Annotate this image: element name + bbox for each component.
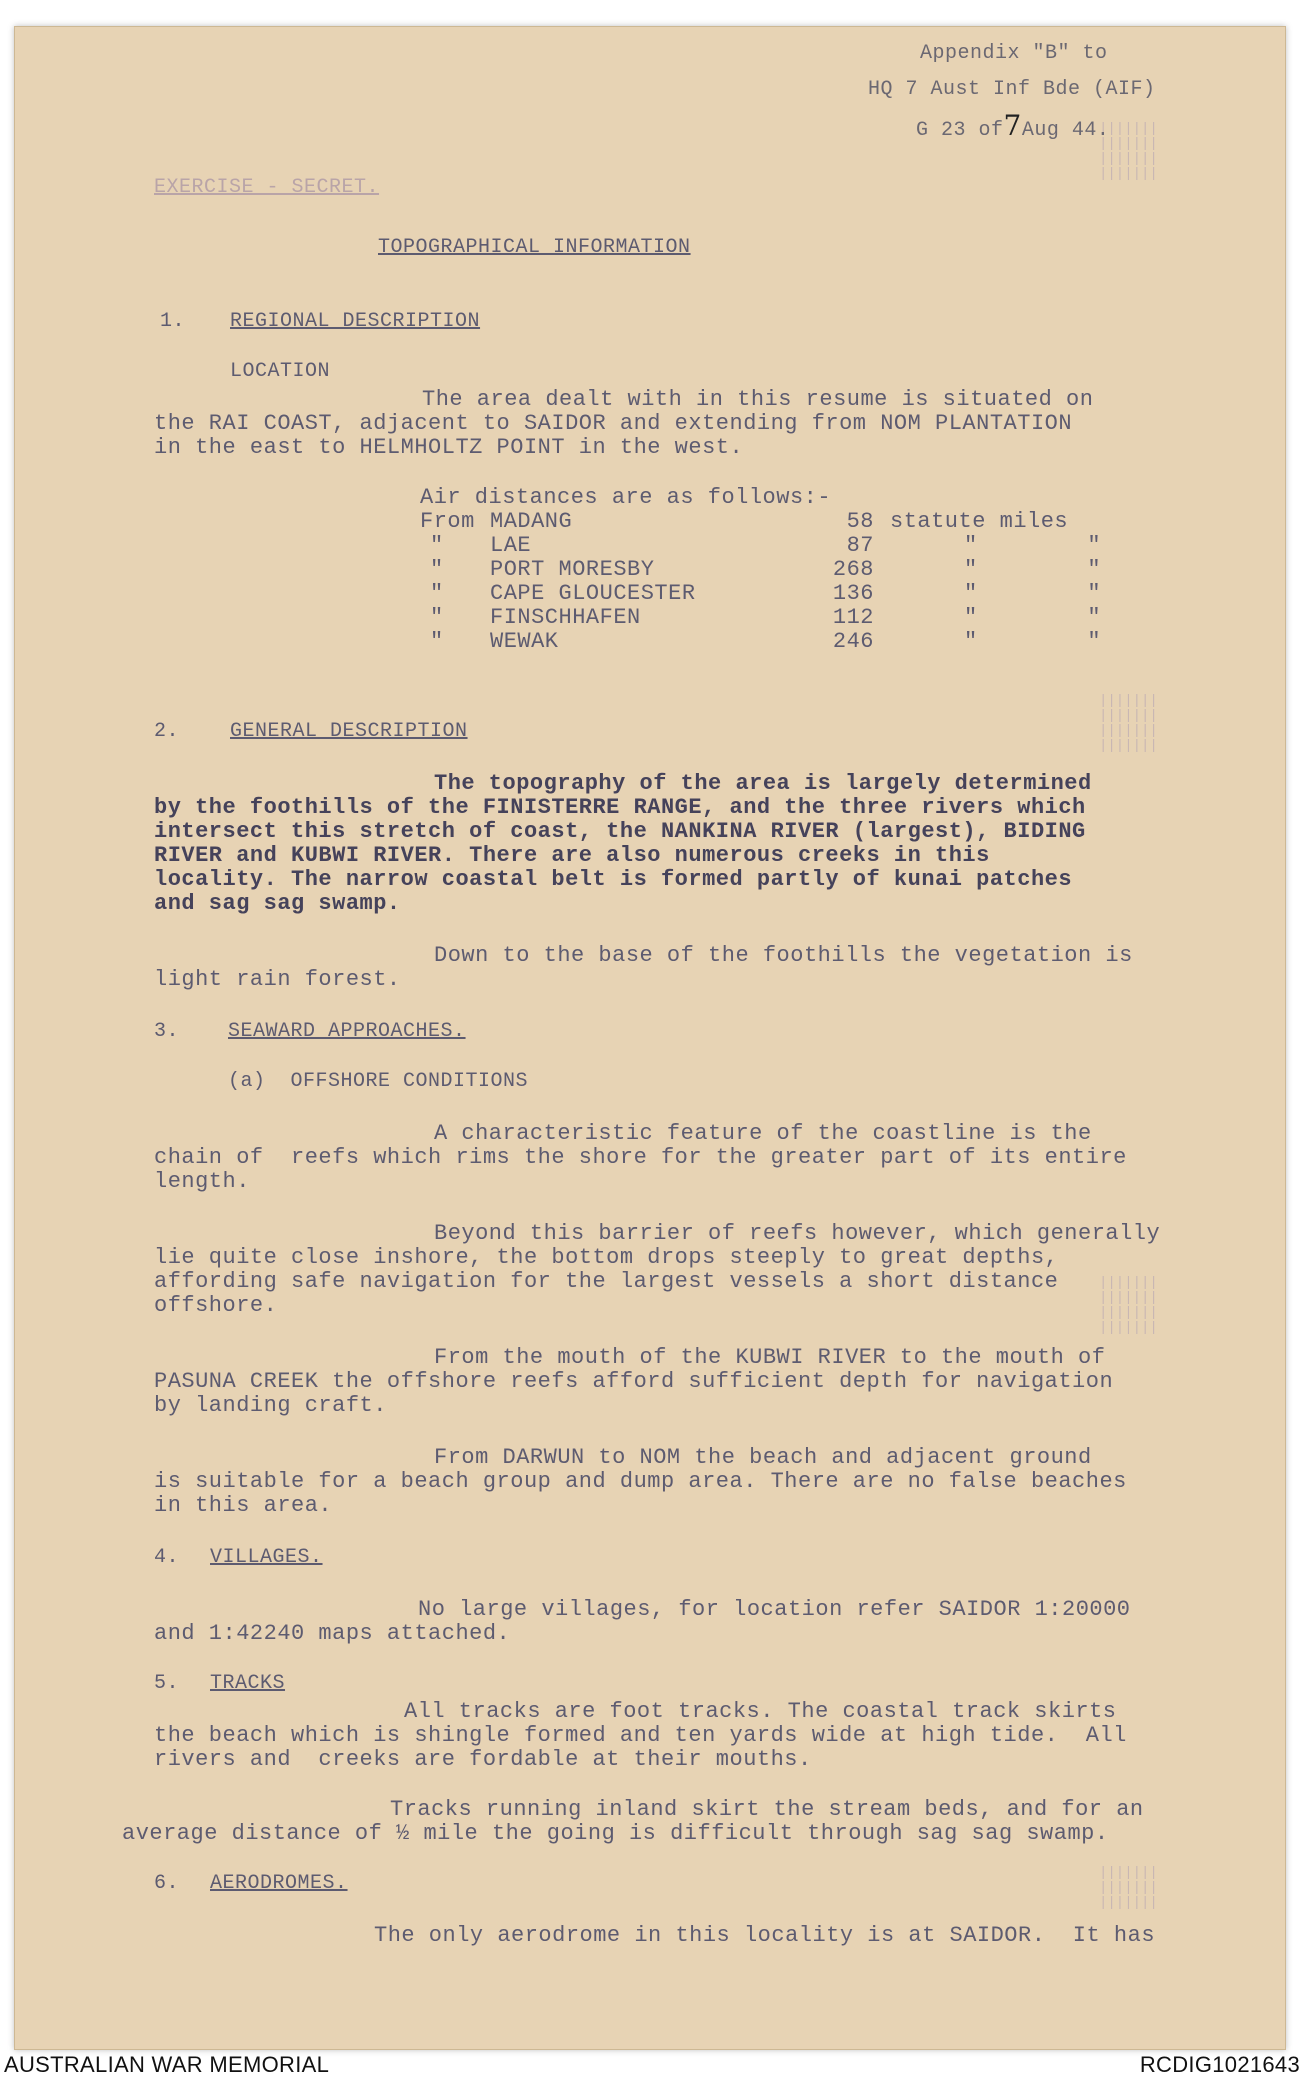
- villages-paragraph-line: No large villages, for location refer SAIDOR 1:20000: [418, 1597, 1131, 1622]
- document-page: [14, 26, 1286, 2050]
- air-distance-table: [420, 510, 1101, 654]
- air-distance-row: " WEWAK 246 " ": [430, 629, 1102, 654]
- appendix-line: Appendix "B" to: [920, 42, 1108, 65]
- section-1-heading: REGIONAL DESCRIPTION: [230, 310, 481, 333]
- reference-suffix: Aug 44.: [1021, 119, 1110, 142]
- archive-credit: AUSTRALIAN WAR MEMORIAL: [4, 2052, 330, 2077]
- beach-paragraph-line: From DARWUN to NOM the beach and adjacent ground: [434, 1445, 1092, 1470]
- location-subheading: LOCATION: [230, 360, 331, 383]
- bleedthrough-stamp: ||||||| ||||||| ||||||| |||||||: [1099, 693, 1158, 754]
- section-5-number: 5.: [154, 1672, 180, 1695]
- archive-reference-id: RCDIG1021643: [1139, 2052, 1300, 2077]
- reference-prefix: G 23 of: [916, 119, 1004, 142]
- inland-tracks-paragraph-line: average distance of ½ mile the going is difficult through sag sag swamp.: [122, 1821, 1109, 1846]
- barrier-paragraph-line: Beyond this barrier of reefs however, which generally: [434, 1221, 1161, 1246]
- offshore-paragraph-line: length.: [154, 1169, 250, 1194]
- section-4-heading: VILLAGES.: [210, 1546, 323, 1569]
- general-paragraph-line: locality. The narrow coastal belt is formed partly of kunai patches: [154, 867, 1073, 892]
- page-title: TOPOGRAPHICAL INFORMATION: [378, 236, 691, 259]
- offshore-subheading: (a) OFFSHORE CONDITIONS: [228, 1070, 529, 1093]
- tracks-paragraph-line: All tracks are foot tracks. The coastal track skirts: [404, 1699, 1117, 1724]
- air-distance-row: " PORT MORESBY 268 " ": [430, 557, 1102, 582]
- location-paragraph-line: in the east to HELMHOLTZ POINT in the west.: [154, 435, 744, 460]
- location-paragraph-line: the RAI COAST, adjacent to SAIDOR and extending from NOM PLANTATION: [154, 411, 1073, 436]
- air-distance-row: From MADANG 58 statute miles: [420, 509, 1069, 534]
- classification-label: EXERCISE - SECRET.: [154, 176, 380, 199]
- air-distances-intro: Air distances are as follows:-: [420, 485, 832, 510]
- handwritten-day: 7: [1003, 109, 1022, 142]
- offshore-paragraph-line: chain of reefs which rims the shore for the greater part of its entire: [154, 1145, 1127, 1170]
- general-paragraph-line: The topography of the area is largely determined: [434, 771, 1092, 796]
- section-6-number: 6.: [154, 1872, 180, 1895]
- air-distance-row: " CAPE GLOUCESTER 136 " ": [430, 581, 1102, 606]
- hq-line: HQ 7 Aust Inf Bde (AIF): [868, 78, 1156, 101]
- kubwi-paragraph-line: From the mouth of the KUBWI RIVER to the mouth of: [434, 1345, 1106, 1370]
- kubwi-paragraph-line: by landing craft.: [154, 1393, 387, 1418]
- barrier-paragraph-line: offshore.: [154, 1293, 278, 1318]
- tracks-paragraph-line: the beach which is shingle formed and ten yards wide at high tide. All: [154, 1723, 1127, 1748]
- section-3-heading: SEAWARD APPROACHES.: [228, 1020, 466, 1043]
- aerodromes-paragraph-line: The only aerodrome in this locality is at SAIDOR. It has: [374, 1923, 1156, 1948]
- section-5-heading: TRACKS: [210, 1672, 286, 1695]
- general-paragraph-line: and sag sag swamp.: [154, 891, 401, 916]
- reference-line: [916, 109, 1110, 143]
- offshore-paragraph-line: A characteristic feature of the coastline is the: [434, 1121, 1092, 1146]
- tracks-paragraph-line: rivers and creeks are fordable at their mouths.: [154, 1747, 812, 1772]
- air-distance-row: " FINSCHHAFEN 112 " ": [430, 605, 1102, 630]
- section-6-heading: AERODROMES.: [210, 1872, 348, 1895]
- villages-paragraph-line: and 1:42240 maps attached.: [154, 1621, 511, 1646]
- general-paragraph-line: RIVER and KUBWI RIVER. There are also numerous creeks in this: [154, 843, 990, 868]
- section-4-number: 4.: [154, 1546, 180, 1569]
- bleedthrough-stamp: ||||||| ||||||| |||||||: [1099, 1865, 1158, 1911]
- vegetation-paragraph-line: light rain forest.: [154, 967, 401, 992]
- section-2-heading: GENERAL DESCRIPTION: [230, 720, 468, 743]
- bleedthrough-stamp: ||||||| ||||||| ||||||| |||||||: [1099, 121, 1158, 182]
- beach-paragraph-line: is suitable for a beach group and dump area. There are no false beaches: [154, 1469, 1127, 1494]
- bleedthrough-stamp: ||||||| ||||||| ||||||| |||||||: [1099, 1275, 1158, 1336]
- beach-paragraph-line: in this area.: [154, 1493, 333, 1518]
- vegetation-paragraph-line: Down to the base of the foothills the vegetation is: [434, 943, 1133, 968]
- inland-tracks-paragraph-line: Tracks running inland skirt the stream beds, and for an: [390, 1797, 1144, 1822]
- section-3-number: 3.: [154, 1020, 180, 1043]
- barrier-paragraph-line: affording safe navigation for the largest vessels a short distance: [154, 1269, 1059, 1294]
- general-paragraph-line: by the foothills of the FINISTERRE RANGE, and the three rivers which: [154, 795, 1086, 820]
- general-paragraph-line: intersect this stretch of coast, the NANKINA RIVER (largest), BIDING: [154, 819, 1086, 844]
- section-1-number: 1.: [160, 310, 186, 333]
- air-distance-row: " LAE 87 " ": [430, 533, 1102, 558]
- section-2-number: 2.: [154, 720, 180, 743]
- kubwi-paragraph-line: PASUNA CREEK the offshore reefs afford sufficient depth for navigation: [154, 1369, 1114, 1394]
- location-paragraph-line: The area dealt with in this resume is situated on: [422, 387, 1094, 412]
- barrier-paragraph-line: lie quite close inshore, the bottom drops steeply to great depths,: [154, 1245, 1059, 1270]
